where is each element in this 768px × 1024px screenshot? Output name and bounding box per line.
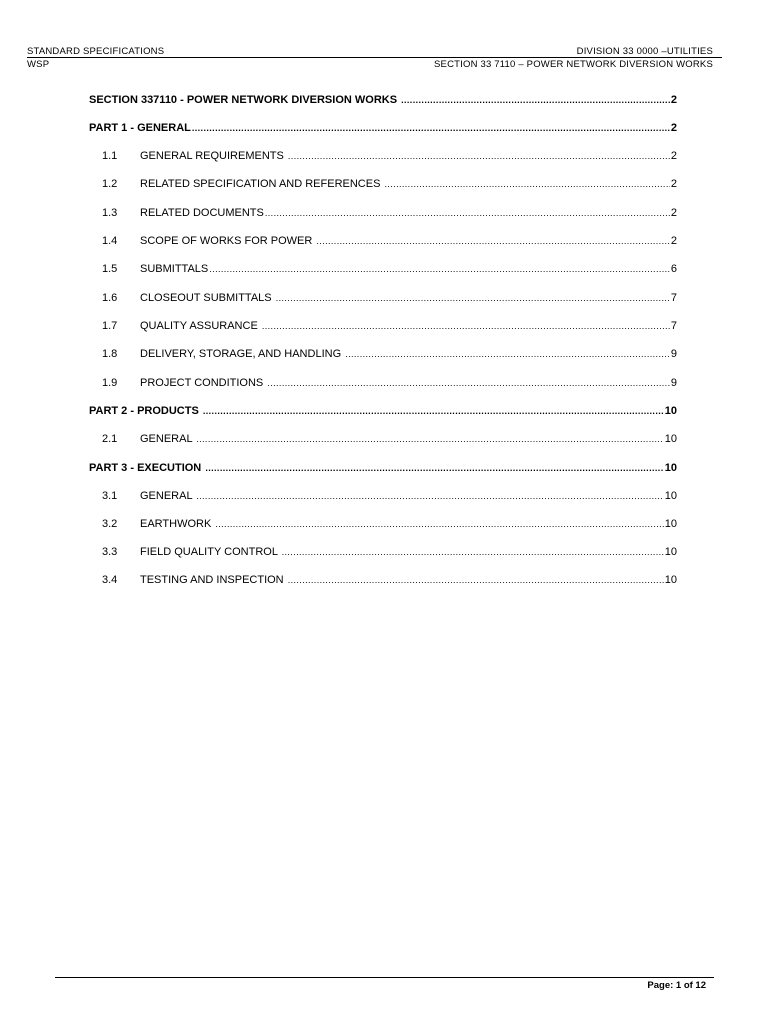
header-company: WSP — [27, 59, 50, 70]
toc-entry-number: 2.1 — [102, 433, 118, 445]
toc-entry-number: 1.6 — [102, 292, 118, 304]
toc-dot-leader — [282, 545, 664, 559]
toc-entry-title: PART 3 - EXECUTION — [89, 462, 205, 474]
toc-page-number: 2 — [670, 150, 677, 162]
header-section: SECTION 33 7110 – POWER NETWORK DIVERSION WORKS — [434, 59, 713, 70]
header-standard-specifications: STANDARD SPECIFICATIONS — [27, 46, 165, 57]
toc-entry[interactable] — [102, 177, 677, 191]
toc-dot-leader — [316, 234, 669, 248]
toc-entry-title: CLOSEOUT SUBMITTALS — [140, 292, 275, 304]
toc-entry-title: GENERAL REQUIREMENTS — [140, 150, 287, 162]
toc-entry-number: 1.4 — [102, 235, 118, 247]
toc-page-number: 2 — [670, 178, 677, 190]
toc-page-number: 10 — [664, 546, 677, 558]
toc-dot-leader — [267, 376, 670, 390]
toc-page-number: 10 — [664, 574, 677, 586]
toc-page-number: 2 — [670, 94, 677, 106]
toc-dot-leader — [288, 573, 664, 587]
toc-dot-leader — [401, 93, 670, 107]
toc-entry-title: QUALITY ASSURANCE — [140, 320, 261, 332]
toc-dot-leader — [384, 177, 669, 191]
toc-entry-title: RELATED SPECIFICATION AND REFERENCES — [140, 178, 384, 190]
toc-entry[interactable] — [102, 432, 677, 446]
toc-entry-title: FIELD QUALITY CONTROL — [140, 546, 281, 558]
footer-rule — [55, 977, 714, 978]
toc-entry[interactable] — [89, 461, 677, 475]
toc-entry-number: 1.5 — [102, 263, 118, 275]
toc-dot-leader — [205, 461, 663, 475]
toc-dot-leader — [262, 319, 670, 333]
toc-entry[interactable] — [102, 347, 677, 361]
toc-entry-number: 3.1 — [102, 490, 118, 502]
toc-page-number: 7 — [670, 292, 677, 304]
toc-page-number: 10 — [664, 462, 677, 474]
toc-page-number: 9 — [670, 348, 677, 360]
toc-dot-leader — [265, 206, 670, 220]
toc-page-number: 2 — [670, 122, 677, 134]
toc-dot-leader — [203, 404, 664, 418]
toc-entry[interactable] — [89, 404, 677, 418]
toc-entry-title: PART 1 - GENERAL — [89, 122, 191, 134]
toc-entry[interactable] — [102, 262, 677, 276]
toc-page-number: 6 — [670, 263, 677, 275]
toc-entry-title: GENERAL — [140, 433, 196, 445]
toc-page-number: 7 — [670, 320, 677, 332]
toc-entry-title: DELIVERY, STORAGE, AND HANDLING — [140, 348, 345, 360]
toc-dot-leader — [345, 347, 670, 361]
toc-entry[interactable] — [102, 545, 677, 559]
toc-page-number: 2 — [670, 235, 677, 247]
toc-page-number: 2 — [670, 207, 677, 219]
running-header-bottom — [27, 59, 713, 71]
toc-page-number: 9 — [670, 377, 677, 389]
toc-entry-number: 1.9 — [102, 377, 118, 389]
toc-entry-title: PART 2 - PRODUCTS — [89, 405, 202, 417]
toc-entry-title: TESTING AND INSPECTION — [140, 574, 287, 586]
toc-entry-number: 3.4 — [102, 574, 118, 586]
toc-entry[interactable] — [102, 291, 677, 305]
toc-entry-number: 1.3 — [102, 207, 118, 219]
toc-entry[interactable] — [102, 149, 677, 163]
toc-entry-number: 3.2 — [102, 518, 118, 530]
toc-entry[interactable] — [102, 573, 677, 587]
toc-entry-number: 1.7 — [102, 320, 118, 332]
toc-dot-leader — [276, 291, 670, 305]
toc-entry-title: PROJECT CONDITIONS — [140, 377, 267, 389]
toc-entry[interactable] — [102, 206, 677, 220]
toc-page-number: 10 — [664, 405, 677, 417]
toc-entry[interactable] — [89, 93, 677, 107]
toc-entry-title: SCOPE OF WORKS FOR POWER — [140, 235, 316, 247]
toc-entry[interactable] — [102, 319, 677, 333]
toc-entry-title: SECTION 337110 - POWER NETWORK DIVERSION WORKS — [89, 94, 401, 106]
toc-entry-number: 1.2 — [102, 178, 118, 190]
toc-entry-title: EARTHWORK — [140, 518, 215, 530]
toc-page-number: 10 — [664, 490, 677, 502]
toc-dot-leader — [288, 149, 670, 163]
toc-dot-leader — [196, 432, 664, 446]
toc-dot-leader — [209, 262, 670, 276]
toc-entry-number: 1.1 — [102, 150, 118, 162]
toc-entry-number: 1.8 — [102, 348, 118, 360]
page-counter: Page: 1 of 12 — [647, 980, 706, 991]
toc-page-number: 10 — [664, 433, 677, 445]
toc-entry-number: 3.3 — [102, 546, 118, 558]
toc-entry[interactable] — [102, 376, 677, 390]
header-division: DIVISION 33 0000 –UTILITIES — [576, 46, 713, 57]
toc-page-number: 10 — [664, 518, 677, 530]
toc-entry-title: SUBMITTALS — [140, 263, 209, 275]
toc-dot-leader — [196, 489, 664, 503]
toc-entry-title: GENERAL — [140, 490, 196, 502]
toc-dot-leader — [192, 121, 670, 135]
toc-dot-leader — [215, 517, 663, 531]
toc-entry-title: RELATED DOCUMENTS — [140, 207, 264, 219]
toc-entry[interactable] — [102, 234, 677, 248]
toc-entry[interactable] — [102, 517, 677, 531]
header-rule — [27, 57, 722, 58]
toc-entry[interactable] — [89, 121, 677, 135]
toc-entry[interactable] — [102, 489, 677, 503]
